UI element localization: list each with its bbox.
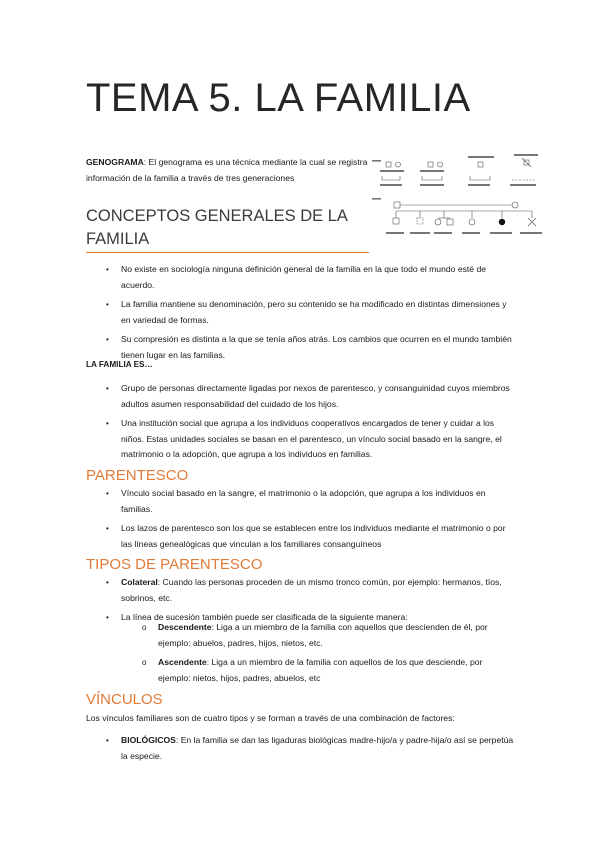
familia-es-list xyxy=(106,381,515,467)
list-item: o Descendente: Liga a un miembro de la familia con aquellos que descienden de él, por ejemplo: abuelos, padres, hijos, nietos, etc. xyxy=(142,622,488,648)
document-title: TEMA 5. LA FAMILIA xyxy=(86,76,471,120)
section-heading-vinculos: VÍNCULOS xyxy=(86,691,163,708)
list-item: o Ascendente: Liga a un miembro de la familia con aquellos de los que desciende, por ejemplo: nietos, hijos, padres, abuelos, etc xyxy=(142,657,483,683)
heading-underline xyxy=(86,252,369,253)
section-heading-conceptos: CONCEPTOS GENERALES DE LA FAMILIA xyxy=(86,207,348,248)
list-item: • La línea de sucesión también puede ser clasificada de la siguiente manera: xyxy=(106,612,408,622)
vinculos-intro: Los vínculos familiares son de cuatro tipos y se forman a través de una combinación de factores: xyxy=(86,713,455,723)
list-item: • Vínculo social basado en la sangre, el matrimonio o la adopción, que agrupa a los individuos en familias. xyxy=(106,488,486,514)
section-heading-tipos: TIPOS DE PARENTESCO xyxy=(86,556,263,573)
familia-es-lead: LA FAMILIA ES… xyxy=(86,360,153,369)
section-heading-parentesco: PARENTESCO xyxy=(86,467,189,484)
list-item: • Colateral: Cuando las personas proceden de un mismo tronco común, por ejemplo: hermanos, tíos, sobrinos, etc. xyxy=(106,577,502,603)
list-item: • Una institución social que agrupa a los individuos cooperativos encargados de tener y cuidar a los niños. Estas unidades sociales se basan en el parentesco, un vínculo social basado en la sangre, el matrimonio o la adopción, que agrupa a los individuos en familias. xyxy=(106,418,502,459)
intro-text: : El genograma es una técnica mediante la cual se registra información de la familia a través de tres generaciones xyxy=(86,157,368,183)
list-item: • BIOLÓGICOS: En la familia se dan las ligaduras biológicas madre-hijo/a y padre-hija/o así se perpetúa la especie. xyxy=(106,735,514,761)
list-item: • Su compresión es distinta a la que se tenía años atrás. Los cambios que ocurren en el mundo también tienen lugar en las familias. xyxy=(106,334,512,360)
genogram-figure xyxy=(372,152,550,252)
list-item: • No existe en sociología ninguna definición general de la familia en la que todo el mundo esté de acuerdo. xyxy=(106,264,487,290)
parentesco-list xyxy=(106,486,515,556)
list-item: • Grupo de personas directamente ligadas por nexos de parentesco, y consanguinidad cuyos miembros adultos asumen responsabilidad del cuidado de los hijos. xyxy=(106,383,510,409)
list-item: • La familia mantiene su denominación, pero su contenido se ha modificado en distintas dimensiones y en variedad de formas. xyxy=(106,299,507,325)
vinculos-list xyxy=(106,733,515,768)
sucesion-list xyxy=(142,620,515,690)
intro-term: GENOGRAMA xyxy=(86,157,144,167)
list-item: • Los lazos de parentesco son los que se establecen entre los individuos mediante el matrimonio o por las líneas genealógicas que vinculan a los familiares consanguíneos xyxy=(106,523,506,549)
intro-paragraph xyxy=(86,154,368,186)
